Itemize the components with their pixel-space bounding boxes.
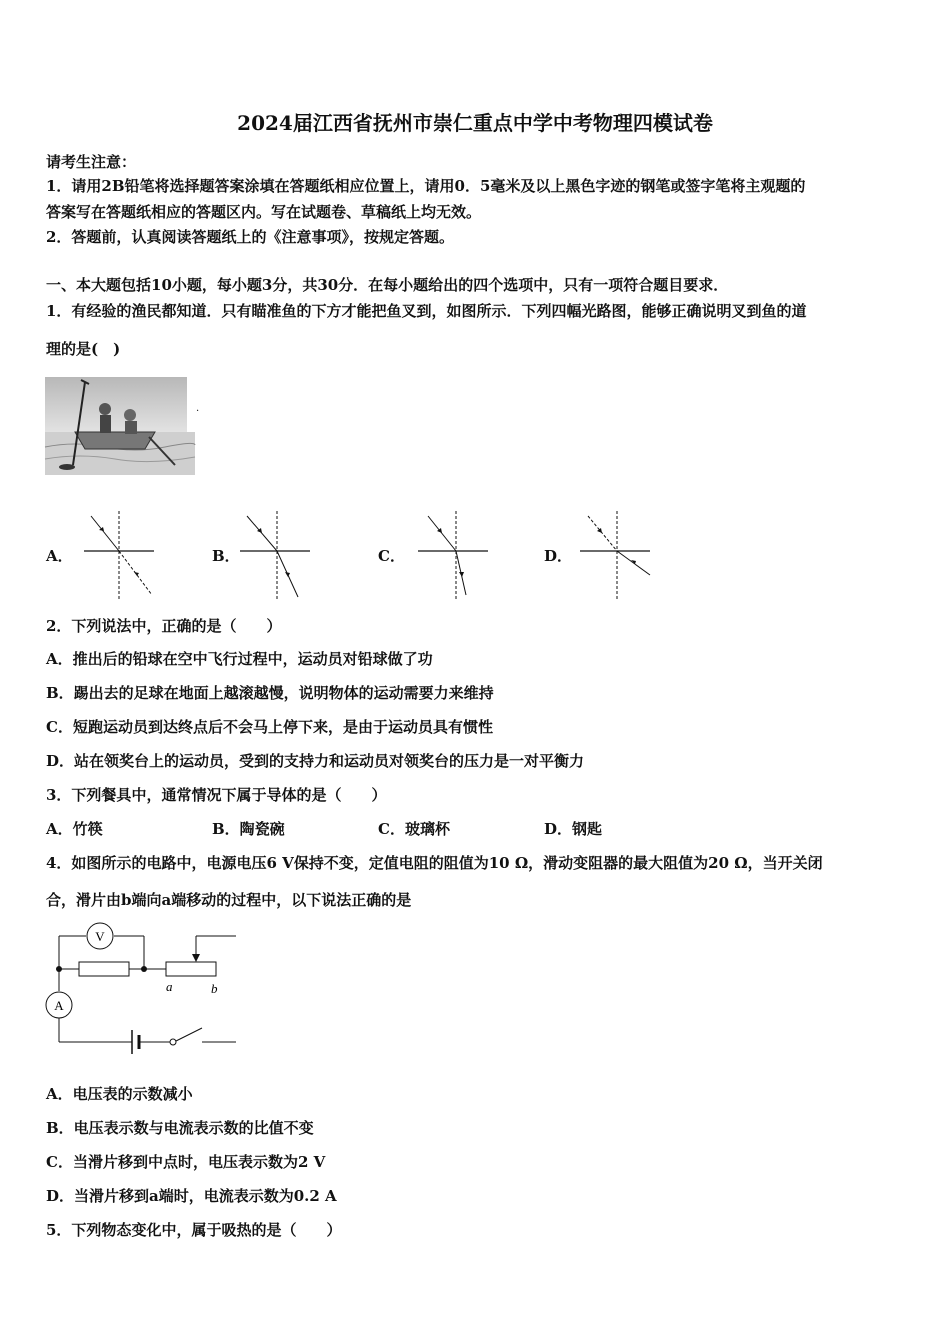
- q4-option-b: B．电压表示数与电流表示数的比值不变: [46, 1119, 314, 1137]
- q4-stem-line-2: 合，滑片由b端向a端移动的过程中，以下说法正确的是: [46, 891, 412, 909]
- fisherman-illustration: [45, 377, 195, 477]
- q2-stem: 2．下列说法中，正确的是（ ）: [46, 617, 282, 635]
- q1-option-c-label: C．: [378, 547, 405, 565]
- q4-option-a: A．电压表的示数减小: [46, 1085, 193, 1103]
- fixed-resistor: [79, 962, 129, 976]
- q3-option-b: B．陶瓷碗: [212, 820, 285, 838]
- svg-text:a: a: [166, 979, 173, 994]
- notice-line-1: 1．请用2B铅笔将选择题答案涂填在答题纸相应位置上，请用0．5毫米及以上黑色字迹的钢笔或签字笔将主观题的: [46, 177, 806, 195]
- q4-circuit-diagram: [44, 922, 244, 1054]
- q5-stem: 5．下列物态变化中，属于吸热的是（ ）: [46, 1221, 342, 1239]
- q1-stem-line-2: 理的是( ): [46, 340, 121, 358]
- svg-text:V: V: [95, 929, 105, 944]
- q4-stem-line-1: 4．如图所示的电路中，电源电压6 V保持不变，定值电阻的阻值为10 Ω，滑动变阻器的最大阻值为20 Ω，当开关闭: [46, 854, 823, 872]
- q2-option-d: D．站在领奖台上的运动员，受到的支持力和运动员对领奖台的压力是一对平衡力: [46, 752, 585, 770]
- illustration-dot: .: [196, 403, 200, 414]
- q1-option-a-diagram: [84, 511, 164, 601]
- switch-blade: [176, 1028, 202, 1041]
- q1-option-b-diagram: [240, 511, 320, 601]
- page-title: 2024届江西省抚州市崇仁重点中学中考物理四模试卷: [237, 111, 713, 135]
- q1-option-d-label: D．: [544, 547, 573, 565]
- svg-text:b: b: [211, 981, 218, 996]
- q1-option-a-label: A．: [46, 547, 73, 565]
- q4-option-c: C．当滑片移到中点时，电压表示数为2 V: [46, 1153, 326, 1171]
- q1-option-c-diagram: [418, 511, 498, 601]
- switch-pivot: [170, 1039, 176, 1045]
- rheostat: [166, 962, 216, 976]
- q1-stem-line-1: 1．有经验的渔民都知道．只有瞄准鱼的下方才能把鱼叉到，如图所示．下列四幅光路图，能够正确说明叉到鱼的道: [46, 302, 807, 320]
- notice-line-3: 2．答题前，认真阅读答题纸上的《注意事项》，按规定答题。: [46, 228, 454, 246]
- q2-option-a: A．推出后的铅球在空中飞行过程中，运动员对铅球做了功: [46, 650, 433, 668]
- svg-text:A: A: [54, 998, 64, 1013]
- q3-option-a: A．竹筷: [46, 820, 103, 838]
- q3-option-c: C．玻璃杯: [378, 820, 450, 838]
- q2-option-b: B．踢出去的足球在地面上越滚越慢，说明物体的运动需要力来维持: [46, 684, 494, 702]
- q1-option-d-diagram: [580, 511, 660, 601]
- q4-option-d: D．当滑片移到a端时，电流表示数为0.2 A: [46, 1187, 337, 1205]
- q3-stem: 3．下列餐具中，通常情况下属于导体的是（ ）: [46, 786, 387, 804]
- section-1-heading: 一、本大题包括10小题，每小题3分，共30分．在每小题给出的四个选项中，只有一项符合题目要求．: [46, 276, 729, 294]
- q1-option-b-label: B．: [212, 547, 240, 565]
- q2-option-c: C．短跑运动员到达终点后不会马上停下来，是由于运动员具有惯性: [46, 718, 493, 736]
- q3-option-d: D．钢匙: [544, 820, 603, 838]
- notice-line-2: 答案写在答题纸相应的答题区内。写在试题卷、草稿纸上均无效。: [46, 203, 482, 221]
- notice-heading: 请考生注意：: [46, 153, 137, 171]
